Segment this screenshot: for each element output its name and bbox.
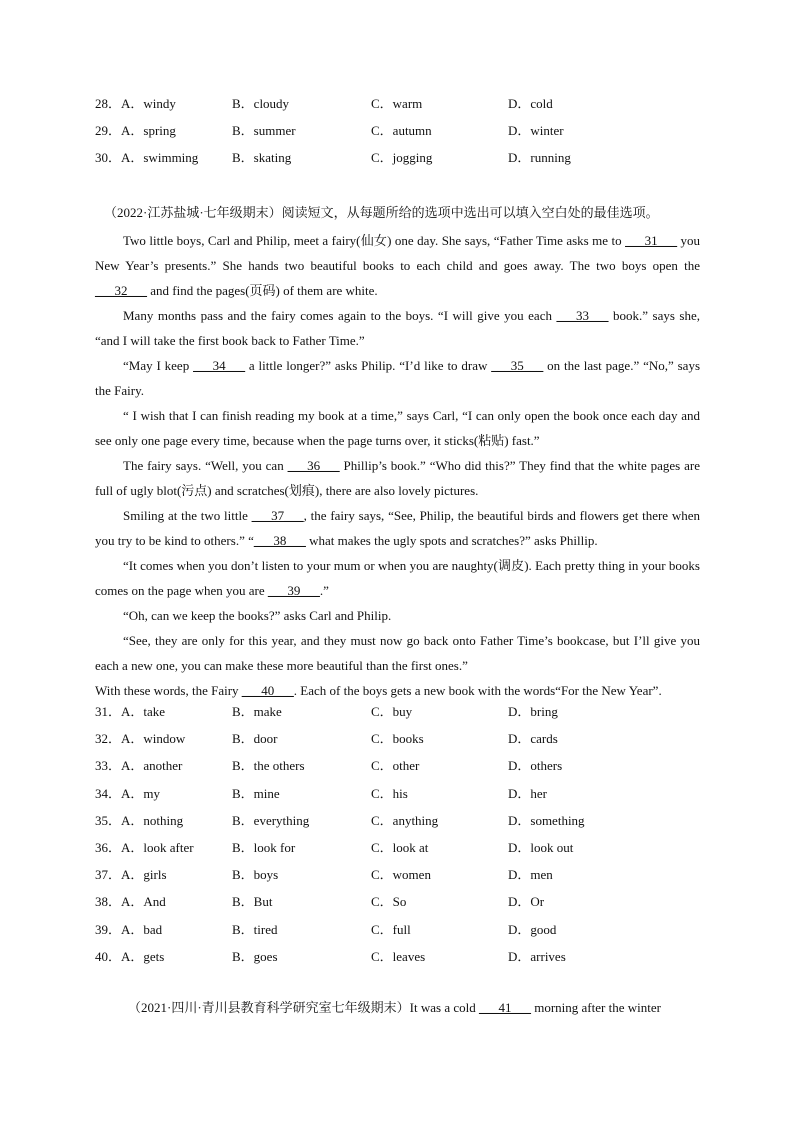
option-c: C．leaves — [371, 948, 426, 964]
option-d: D．something — [508, 812, 585, 828]
option-c: C．women — [371, 867, 431, 883]
question-number: 36． — [95, 839, 122, 855]
option-b: B．summer — [232, 123, 296, 139]
options-group-top — [95, 95, 715, 177]
option-row-38 — [95, 893, 715, 920]
option-d: D．bring — [508, 704, 558, 719]
option-a: A．take — [121, 704, 166, 719]
option-d: D．others — [508, 758, 563, 774]
question-number: 29． — [95, 123, 122, 139]
passage-paragraph: “May I keep ___34___ a little longer?” asks Philip. “I’d like to draw ___35___ on the last page.” “No,” says the Fairy. — [95, 358, 701, 398]
option-b: B．make — [232, 704, 282, 719]
option-b: B．goes — [232, 948, 278, 964]
blank-37: ___37___ — [251, 508, 304, 523]
question-number: 31． — [95, 704, 122, 719]
passage-paragraph: “See, they are only for this year, and they must now go back onto Father Time’s bookcase, but I’ll give you each a new one, you can make these more beautiful than the first ones.” — [95, 633, 700, 673]
option-c: C．So — [371, 894, 407, 910]
option-b: B．But — [232, 894, 273, 910]
question-number: 32． — [95, 731, 122, 747]
passage-paragraph: Many months pass and the fairy comes again to the boys. “I will give you each ___33___ book.” says she, “and I will take the first book back to Father Time.” — [95, 308, 700, 348]
passage-paragraph: “Oh, can we keep the books?” asks Carl and Philip. — [123, 608, 392, 623]
blank-33: ___33___ — [556, 308, 609, 323]
option-a: A．look after — [121, 839, 194, 855]
option-d: D．look out — [508, 839, 574, 855]
question-number: 40． — [95, 948, 122, 964]
option-row-28 — [95, 95, 715, 122]
option-d: D．cards — [508, 731, 558, 747]
question-number: 37． — [95, 867, 122, 883]
blank-31: ___31___ — [625, 233, 678, 248]
option-d: D．cold — [508, 96, 553, 111]
option-c: C．full — [371, 921, 411, 937]
option-a: A．girls — [121, 867, 167, 883]
option-row-37 — [95, 866, 715, 893]
option-row-36 — [95, 839, 715, 866]
option-b: B．mine — [232, 785, 280, 801]
section-heading: （2022·江苏盐城·七年级期末）阅读短文，从每题所给的选项中选出可以填入空白处的最佳选项。 — [104, 205, 659, 220]
option-row-34 — [95, 785, 715, 812]
passage-paragraph: With these words, the Fairy ___40___. Each of the boys gets a new book with the words“For the New Year”. — [95, 683, 662, 698]
blank-41: ___41___ — [478, 1000, 531, 1015]
question-number: 34． — [95, 785, 122, 801]
passage-paragraph: Two little boys, Carl and Philip, meet a fairy(仙女) one day. She says, “Father Time asks me to ___31___ you New Year’s presents.” She hands two beautiful books to each child and goes away. The two boys open the ___32___ and find the pages(页码) of them are white. — [95, 233, 701, 298]
question-number: 28． — [95, 96, 122, 111]
passage-paragraph: “It comes when you don’t listen to your mum or when you are naughty(调皮). Each pretty thing in your books comes on the page when you are ___39___.” — [95, 558, 700, 598]
option-c: C．warm — [371, 96, 423, 111]
option-d: D．men — [508, 867, 553, 883]
option-c: C．buy — [371, 704, 413, 719]
option-b: B．look for — [232, 839, 296, 855]
question-number: 39． — [95, 921, 122, 937]
blank-36: ___36___ — [287, 458, 340, 473]
option-b: B．everything — [232, 812, 310, 828]
option-d: D．arrives — [508, 948, 566, 964]
blank-38: ___38___ — [253, 533, 306, 548]
option-c: C．anything — [371, 812, 439, 828]
option-row-40 — [95, 948, 715, 975]
option-c: C．look at — [371, 839, 429, 855]
option-c: C．other — [371, 758, 420, 774]
option-a: A．spring — [121, 123, 176, 139]
option-c: C．jogging — [371, 150, 433, 166]
blank-35: ___35___ — [491, 358, 544, 373]
option-row-39 — [95, 921, 715, 948]
next-passage-intro: （2021·四川·青川县教育科学研究室七年级期末）It was a cold ___41___ morning after the winter — [128, 1000, 661, 1015]
option-a: A．windy — [121, 96, 176, 111]
option-a: A．window — [121, 731, 186, 747]
passage-paragraph: The fairy says. “Well, you can ___36___ Phillip’s book.” “Who did this?” They find that the white pages are full of ugly blot(污点) and scratches(划痕), there are also lovely pictures. — [95, 458, 700, 498]
option-b: B．boys — [232, 867, 279, 883]
passage-paragraph: “ I wish that I can finish reading my book at a time,” says Carl, “I can only open the book once each day and see only one page every time, because when the page turns over, it sticks(粘贴) fast.” — [95, 408, 700, 448]
option-b: B．door — [232, 731, 278, 747]
option-row-35 — [95, 812, 715, 839]
option-c: C．autumn — [371, 123, 432, 139]
blank-39: ___39___ — [267, 583, 320, 598]
option-d: D．winter — [508, 123, 564, 139]
option-a: A．swimming — [121, 150, 199, 166]
option-b: B．skating — [232, 150, 292, 166]
option-row-31 — [95, 703, 715, 730]
option-row-29 — [95, 122, 715, 149]
option-c: C．his — [371, 785, 408, 801]
blank-32: ___32___ — [95, 283, 147, 298]
reading-passage — [95, 228, 700, 703]
blank-34: ___34___ — [193, 358, 246, 373]
option-a: A．another — [121, 758, 183, 774]
option-b: B．tired — [232, 921, 278, 937]
option-d: D．her — [508, 785, 547, 801]
option-b: B．cloudy — [232, 96, 290, 111]
passage-paragraph: Smiling at the two little ___37___, the fairy says, “See, Philip, the beautiful birds and flowers get there when you try to be kind to others.” “___38___ what makes the ugly spots and scratches?” asks Phillip. — [95, 508, 701, 548]
option-d: D．Or — [508, 894, 545, 910]
option-row-32 — [95, 730, 715, 757]
option-b: B．the others — [232, 758, 305, 774]
option-a: A．bad — [121, 921, 163, 937]
question-number: 38． — [95, 894, 122, 910]
option-a: A．nothing — [121, 812, 184, 828]
option-a: A．my — [121, 785, 161, 801]
option-c: C．books — [371, 731, 424, 747]
option-d: D．running — [508, 150, 571, 166]
option-row-30 — [95, 149, 715, 176]
question-number: 33． — [95, 758, 122, 774]
question-number: 35． — [95, 812, 122, 828]
question-number: 30． — [95, 150, 122, 166]
blank-40: ___40___ — [241, 683, 294, 698]
option-d: D．good — [508, 921, 557, 937]
option-a: A．gets — [121, 948, 165, 964]
option-a: A．And — [121, 894, 166, 910]
options-group-bottom — [95, 703, 715, 975]
option-row-33 — [95, 757, 715, 784]
